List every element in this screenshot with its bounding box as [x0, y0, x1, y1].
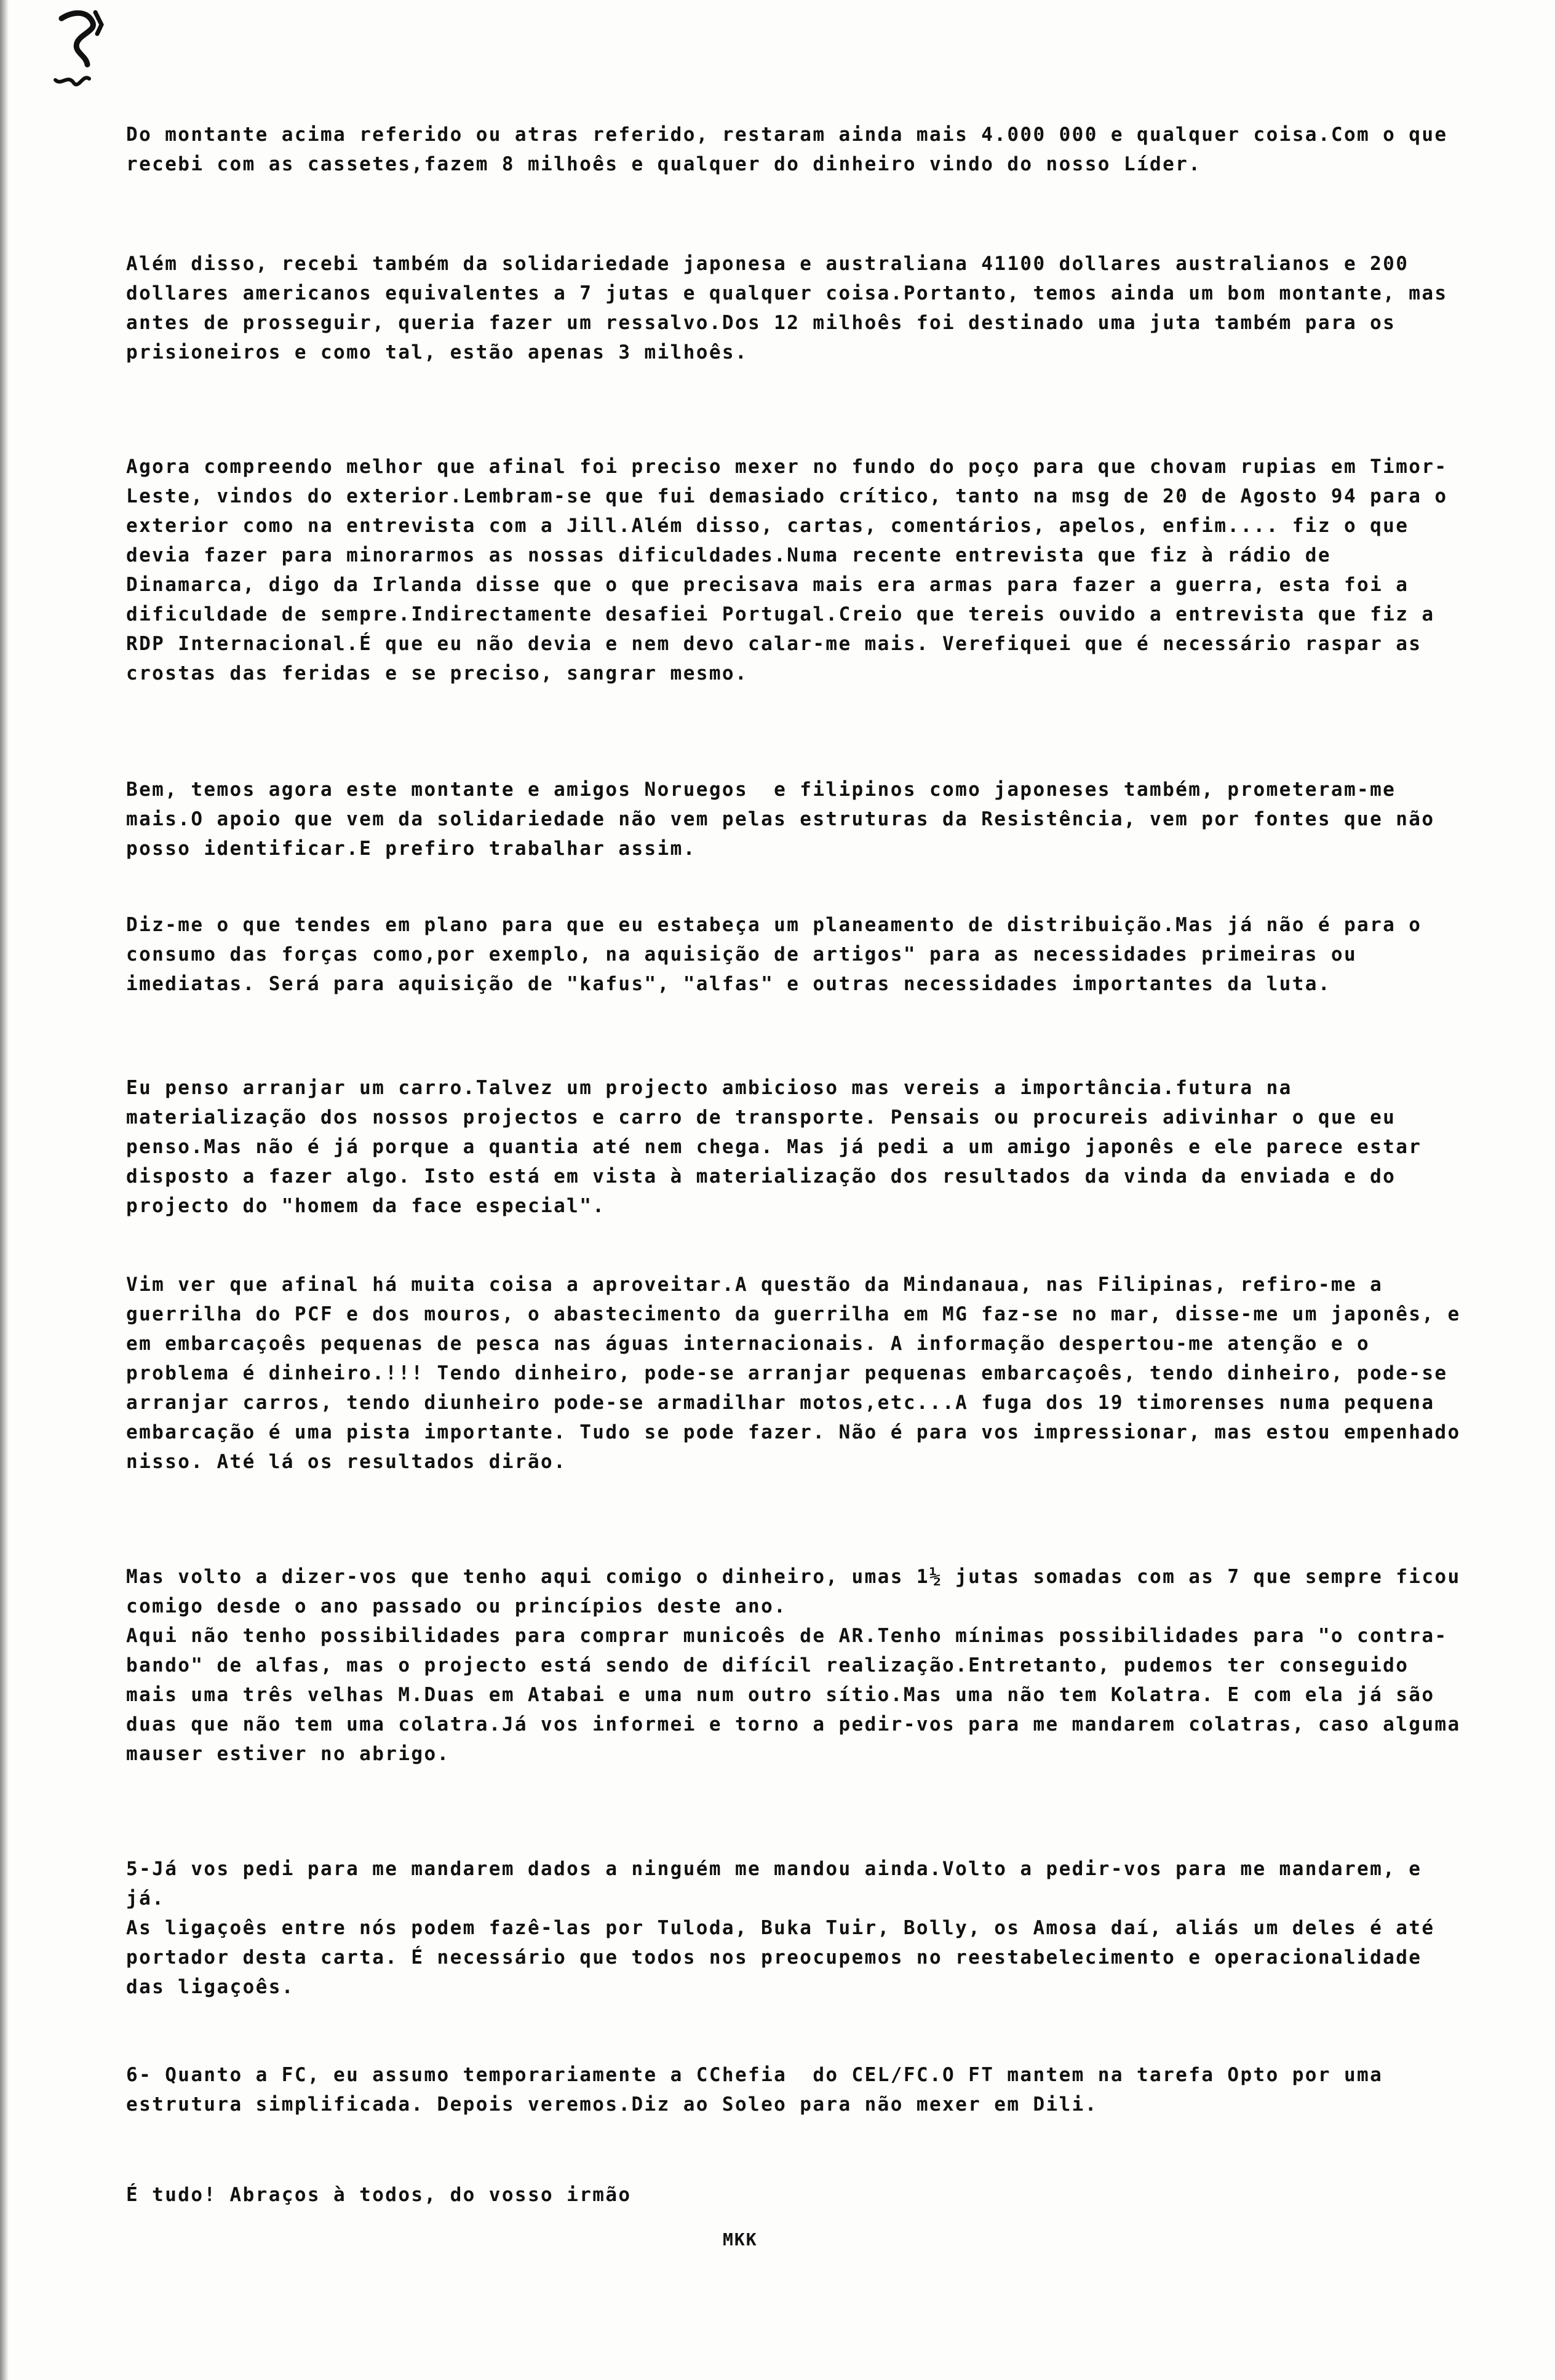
- paragraph-money-with-me: Mas volto a dizer-vos que tenho aqui comigo o dinheiro, umas 1½ jutas somadas com as 7 que sempre ficou comigo desde o ano passado ou princípios deste ano. Aqui não tenho possibilidades para comprar municoês de AR.Tenho mínimas possibilidades para "o contra-bando" de alfas, mas o projecto está sendo de difícil realização.Entretanto, pudemos ter conseguido mais uma três velhas M.Duas em Atabai e uma num outro sítio.Mas uma não tem Kolatra. E com ela já são duas que não tem uma colatra.Já vos informei e torno a pedir-vos para me mandarem colatras, caso alguma mauser estiver no abrigo.: [126, 1566, 1461, 1765]
- paragraph-understanding: Agora compreendo melhor que afinal foi preciso mexer no fundo do poço para que chovam rupias em Timor-Leste, vindos do exterior.Lembram-se que fui demasiado crítico, tanto na msg de 20 de Agosto 94 para o exterior como na entrevista com a Jill.Além disso, cartas, comentários, apelos, enfim.... fiz o que devia fazer para minorarmos as nossas dificuldades.Numa recente entrevista que fiz à rádio de Dinamarca, digo da Irlanda disse que o que precisava mais era armas para fazer a guerra, esta foi a dificuldade de sempre.Indirectamente desafiei Portugal.Creio que tereis ouvido a entrevista que fiz a RDP Internacional.É que eu não devia e nem devo calar-me mais. Verefiquei que é necessário raspar as crostas das feridas e se preciso, sangrar mesmo.: [126, 456, 1461, 684]
- paragraph-remaining-amount: Do montante acima referido ou atras referido, restaram ainda mais 4.000 000 e qualquer coisa.Com o que recebi com as cassetes,fazem 8 milhoês e qualquer do dinheiro vindo do nosso Líder.: [126, 124, 1461, 175]
- paragraph-distribution-plan: Diz-me o que tendes em plano para que eu estabeça um planeamento de distribuição.Mas já não é para o consumo das forças como,por exemplo, na aquisição de artigos" para as necessidades primeiras ou imediatas. Será para aquisição de "kafus", "alfas" e outras necessidades importantes da luta.: [126, 914, 1435, 995]
- signature: MKK: [723, 2229, 758, 2250]
- handwritten-corner-mark: [43, 6, 111, 92]
- paragraph-item-6: 6- Quanto a FC, eu assumo temporariamente a CChefia do CEL/FC.O FT mantem na tarefa Opto por uma estrutura simplificada. Depois veremos.Diz ao Soleo para não mexer em Dili.: [126, 2064, 1396, 2116]
- paragraph-item-5: 5-Já vos pedi para me mandarem dados a ninguém me mandou ainda.Volto a pedir-vos para me mandarem, e já. As ligaçoês entre nós podem fazê-las por Tuloda, Buka Tuir, Bolly, os Amosa daí, aliás um deles é até portador desta carta. É necessário que todos nos preocupemos no reestabelecimento e operacionalidade das ligaçoês.: [126, 1858, 1435, 1998]
- paragraph-mindanao: Vim ver que afinal há muita coisa a aproveitar.A questão da Mindanaua, nas Filipinas, refiro-me a guerrilha do PCF e dos mouros, o abastecimento da guerrilha em MG faz-se no mar, disse-me um japonês, e em embarcaçoês pequenas de pesca nas águas internacionais. A informação despertou-me atenção e o problema é dinheiro.!!! Tendo dinheiro, pode-se arranjar pequenas embarcaçoês, tendo dinheiro, pode-se arranjar carros, tendo diunheiro pode-se armadilhar motos,etc...A fuga dos 19 timorenses numa pequena embarcação é uma pista importante. Tudo se pode fazer. Não é para vos impressionar, mas estou empenhado nisso. Até lá os resultados dirão.: [126, 1274, 1474, 1473]
- paragraph-car-project: Eu penso arranjar um carro.Talvez um projecto ambicioso mas vereis a importância.futura na materialização dos nossos projectos e carro de transporte. Pensais ou procureis adivinhar o que eu penso.Mas não é já porque a quantia até nem chega. Mas já pedi a um amigo japonês e ele parece estar disposto a fazer algo. Isto está em vista à materialização dos resultados da vinda da enviada e do projecto do "homem da face especial".: [126, 1077, 1435, 1217]
- paragraph-friends-promises: Bem, temos agora este montante e amigos Noruegos e filipinos como japoneses também, prometeram-me mais.O apoio que vem da solidariedade não vem pelas estruturas da Resistência, vem por fontes que não posso identificar.E prefiro trabalhar assim.: [126, 779, 1448, 860]
- paragraph-solidarity-funds: Além disso, recebi também da solidariedade japonesa e australiana 41100 dollares australianos e 200 dollares americanos equivalentes a 7 jutas e qualquer coisa.Portanto, temos ainda um bom montante, mas antes de prosseguir, queria fazer um ressalvo.Dos 12 milhoês foi destinado uma juta também para os prisioneiros e como tal, estão apenas 3 milhoês.: [126, 253, 1461, 363]
- scan-edge-shadow: [0, 0, 9, 2380]
- paragraph-closing: É tudo! Abraços à todos, do vosso irmão: [126, 2184, 632, 2206]
